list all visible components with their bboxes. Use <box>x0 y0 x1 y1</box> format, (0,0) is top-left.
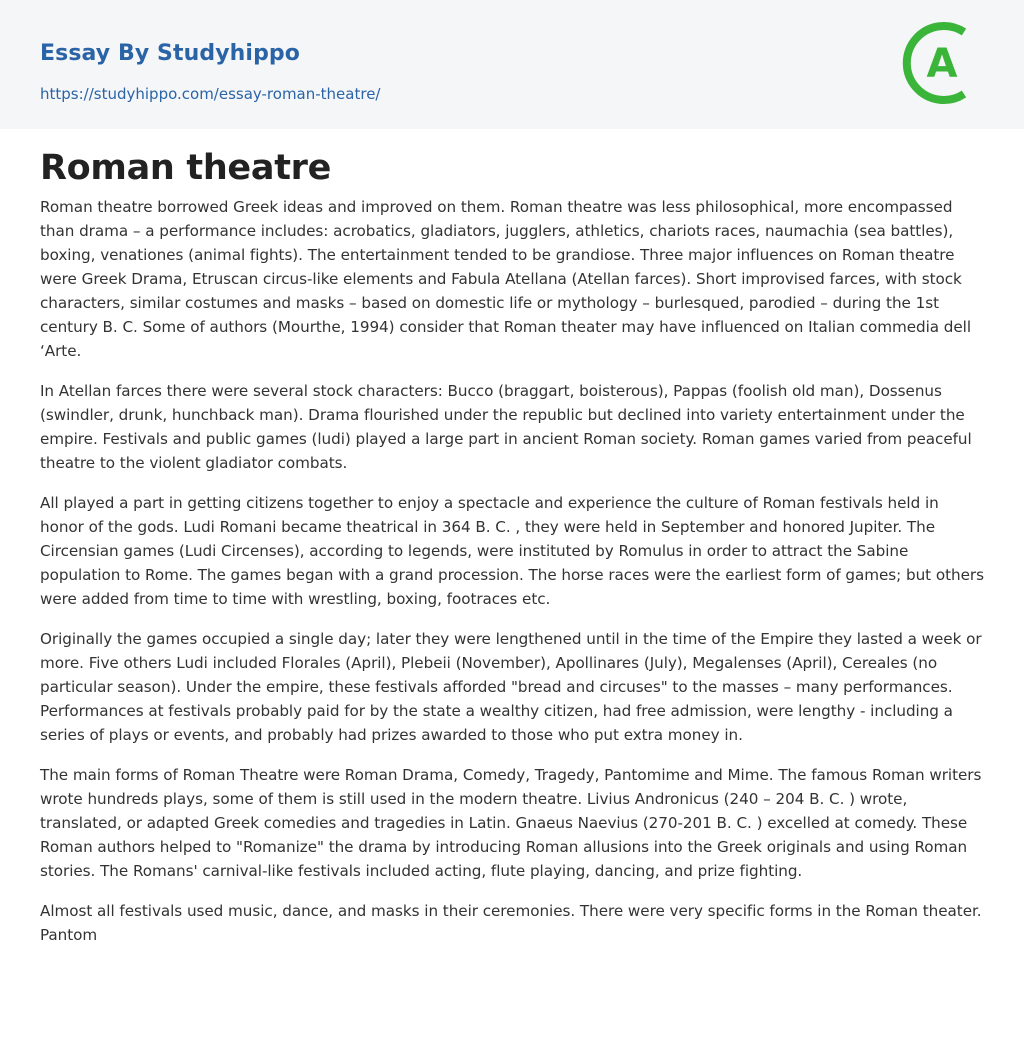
article-paragraph-5: The main forms of Roman Theatre were Roman Drama, Comedy, Tragedy, Pantomime and Mime. The famous Roman writers wrote hundreds plays, some of them is still used in the modern theatre. Livius Andronicus (240 – 204 B. C. ) wrote, translated, or adapted Greek comedies and tragedies in Latin. Gnaeus Naevius (270-201 B. C. ) excelled at comedy. These Roman authors helped to "Romanize" the drama by introducing Roman allusions into the Greek originals and using Roman stories. The Romans' carnival-like festivals included acting, flute playing, dancing, and prize fighting. <box>40 766 982 880</box>
logo-letter: A <box>926 41 958 87</box>
article-paragraph-6: Almost all festivals used music, dance, and masks in their ceremonies. There were very specific forms in the Roman theater. Pantom <box>40 902 982 944</box>
article-paragraph-4: Originally the games occupied a single day; later they were lengthened until in the time of the Empire they lasted a week or more. Five others Ludi included Florales (April), Plebeii (November), Apollinares (July), Megalenses (April), Cereales (no particular season). Under the empire, these festivals afforded "bread and circuses" to the masses – many performances. Performances at festivals probably paid for by the state a wealthy citizen, had free admission, were lengthy - including a series of plays or events, and probably had prizes awarded to those who put extra money in. <box>40 630 982 744</box>
article-title: Roman theatre <box>40 148 332 188</box>
article-paragraph-1: Roman theatre borrowed Greek ideas and improved on them. Roman theatre was less philosophical, more encompassed than drama – a performance includes: acrobatics, gladiators, jugglers, athletics, chariots races, naumachia (sea battles), boxing, venationes (animal fights). The entertainment tended to be grandiose. Three major influences on Roman theatre were Greek Drama, Etruscan circus-like elements and Fabula Atellana (Atellan farces). Short improvised farces, with stock characters, similar costumes and masks – based on domestic life or mythology – burlesqued, parodied – during the 1st century B. C. Some of authors (Mourthe, 1994) consider that Roman theater may have influenced on Italian commedia dell ‘Arte. <box>40 198 972 360</box>
essay-url-link[interactable]: https://studyhippo.com/essay-roman-theatre/ <box>40 85 381 103</box>
article-content <box>0 129 1024 947</box>
studyhippo-logo-icon[interactable] <box>899 20 985 106</box>
article-paragraph-3: All played a part in getting citizens together to enjoy a spectacle and experience the culture of Roman festivals held in honor of the gods. Ludi Romani became theatrical in 364 B. C. , they were held in September and honored Jupiter. The Circensian games (Ludi Circenses), according to legends, were instituted by Romulus in order to attract the Sabine population to Rome. The games began with a grand procession. The horse races were the earliest form of games; but others were added from time to time with wrestling, boxing, footraces etc. <box>40 494 984 608</box>
site-title[interactable]: Essay By Studyhippo <box>40 41 300 66</box>
site-header <box>0 0 1024 129</box>
article-paragraph-2: In Atellan farces there were several stock characters: Bucco (braggart, boisterous), Pappas (foolish old man), Dossenus (swindler, drunk, hunchback man). Drama flourished under the republic but declined into variety entertainment under the empire. Festivals and public games (ludi) played a large part in ancient Roman society. Roman games varied from peaceful theatre to the violent gladiator combats. <box>40 382 972 472</box>
